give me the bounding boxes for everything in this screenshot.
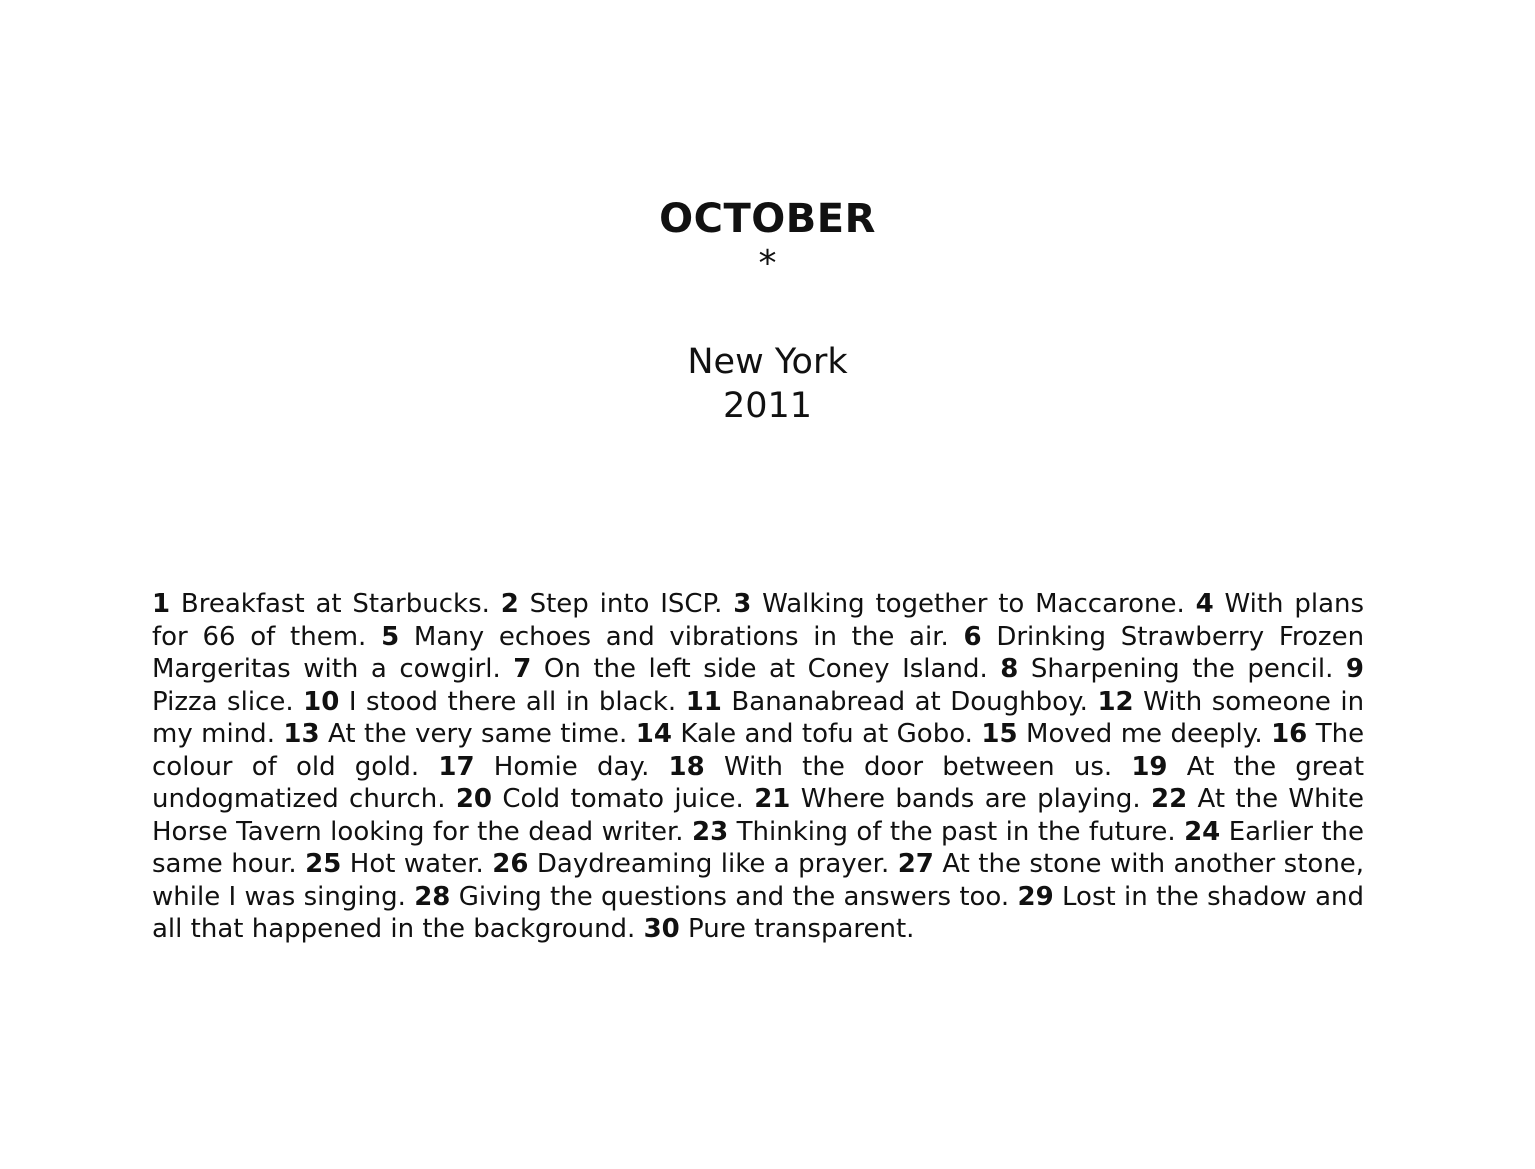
entry-number: 21	[754, 784, 791, 814]
entry-number: 9	[1345, 654, 1364, 684]
entry-text: Earlier the same hour.	[152, 816, 1365, 879]
entry-text: With the door between us.	[723, 751, 1113, 782]
entry-number: 19	[1131, 751, 1168, 782]
entry-text: Homie day.	[493, 751, 650, 782]
entry-text: Moved me deeply.	[1026, 719, 1263, 749]
entry-number: 3	[733, 589, 752, 619]
entry-number: 29	[1017, 881, 1054, 912]
entry-text: Many echoes and vibrations in the air.	[413, 621, 949, 652]
entry-number: 12	[1097, 686, 1134, 717]
entry-text: The colour of old gold.	[152, 719, 1365, 782]
entry-text: Giving the questions and the answers too.	[458, 881, 1010, 912]
entry-number: 2	[500, 589, 519, 619]
entry-number: 6	[963, 621, 982, 652]
entry-number: 8	[1000, 654, 1019, 684]
entry-number: 1	[152, 589, 171, 619]
entry-text: With plans for 66 of them.	[152, 589, 1365, 652]
entry-number: 30	[643, 914, 680, 944]
entry-text: Hot water.	[349, 849, 484, 879]
entry-text: Sharpening the pencil.	[1030, 654, 1334, 684]
entry-text: Pure transparent.	[688, 914, 915, 944]
entry-number: 15	[981, 719, 1018, 749]
entry-text: I stood there all in black.	[348, 686, 677, 717]
entry-text: Cold tomato juice.	[502, 784, 744, 814]
entry-number: 17	[438, 751, 475, 782]
entry-number: 27	[897, 849, 934, 879]
entry-number: 20	[455, 784, 493, 814]
entry-text: At the White Horse Tavern looking for the dead writer.	[152, 784, 1365, 847]
entry-number: 26	[492, 849, 529, 879]
place-name: New York	[687, 342, 848, 382]
diary-entries	[152, 588, 1364, 946]
entry-text: Step into ISCP.	[529, 589, 723, 619]
entry-number: 13	[283, 719, 320, 749]
entry-text: At the very same time.	[328, 719, 628, 749]
entry-number: 18	[668, 751, 705, 782]
year: 2011	[722, 386, 813, 426]
entry-text: Kale and tofu at Gobo.	[680, 719, 973, 749]
entry-text: Daydreaming like a prayer.	[536, 849, 890, 879]
entry-number: 4	[1195, 589, 1214, 619]
entry-text: At the stone with another stone, while I was singing.	[152, 849, 1365, 912]
entry-number: 11	[685, 686, 722, 717]
entry-text: With someone in my mind.	[152, 686, 1365, 749]
entry-number: 25	[305, 849, 342, 879]
entry-number: 16	[1271, 719, 1308, 749]
entry-number: 28	[414, 881, 451, 912]
entry-number: 10	[303, 686, 340, 717]
entry-number: 5	[381, 621, 400, 652]
entry-number: 23	[692, 816, 729, 847]
entry-text: Bananabread at Doughboy.	[731, 686, 1088, 717]
month-title: OCTOBER	[659, 196, 876, 242]
entry-text: At the great undogmatized church.	[152, 751, 1365, 814]
entry-text: Thinking of the past in the future.	[736, 816, 1176, 847]
entry-text: Pizza slice.	[152, 686, 294, 717]
entry-number: 14	[635, 719, 672, 749]
entry-text: On the left side at Coney Island.	[543, 654, 988, 684]
entry-text: Walking together to Maccarone.	[762, 589, 1185, 619]
entry-text: Where bands are playing.	[800, 784, 1141, 814]
entry-text: Drinking Strawberry Frozen Margeritas with a cowgirl.	[152, 621, 1365, 684]
entry-text: Breakfast at Starbucks.	[180, 589, 490, 619]
asterisk-divider: *	[758, 243, 777, 284]
entry-number: 24	[1184, 816, 1221, 847]
entry-text: Lost in the shadow and all that happened in the background.	[152, 881, 1364, 944]
entry-number: 22	[1150, 784, 1188, 814]
entry-number: 7	[513, 654, 532, 684]
